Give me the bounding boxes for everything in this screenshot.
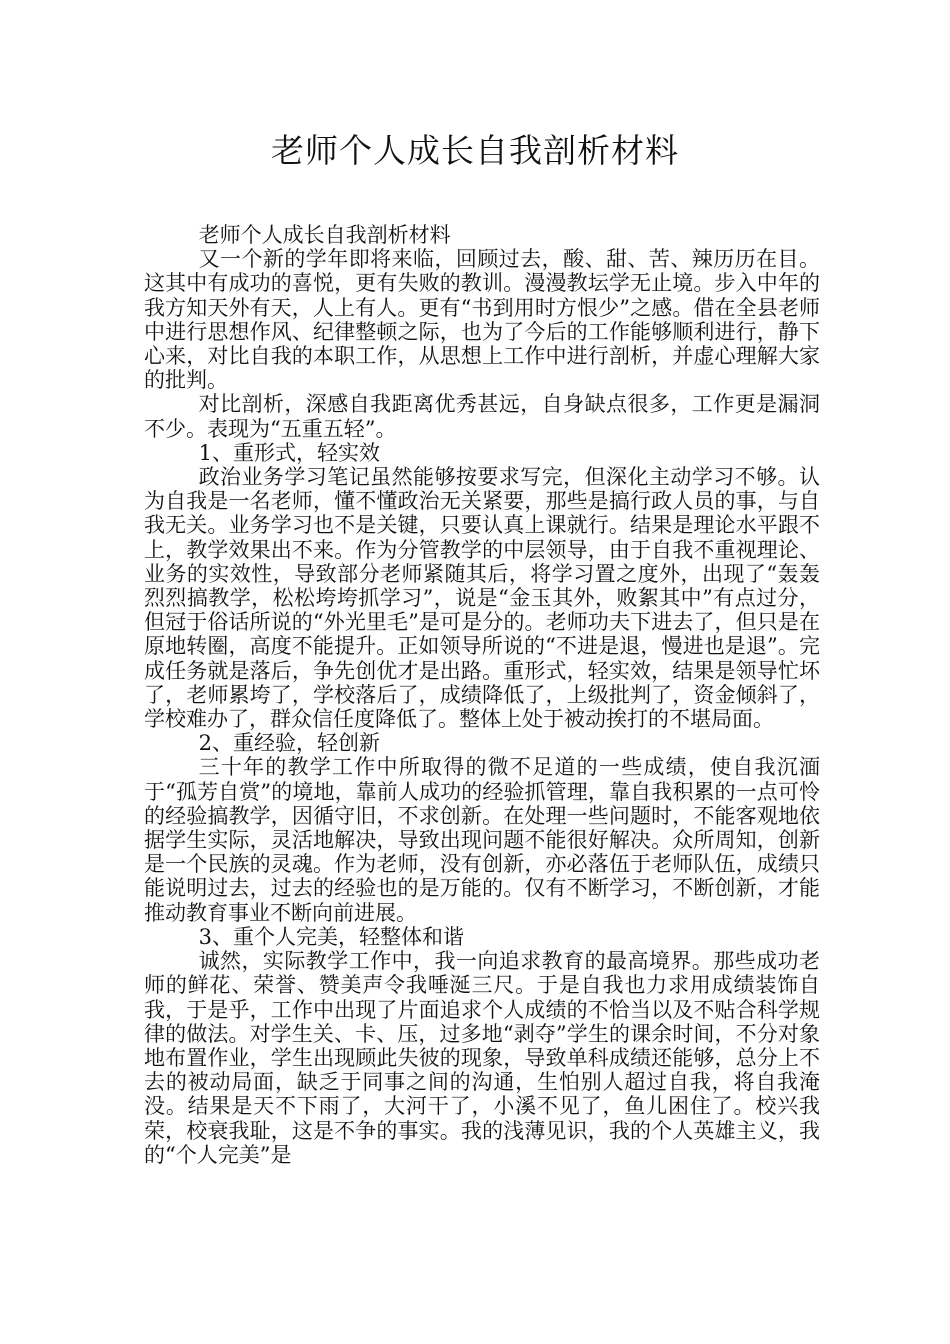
section-body-1: 政治业务学习笔记虽然能够按要求写完，但深化主动学习不够。认为自我是一名老师，懂不懂政治无关紧要，那些是搞行政人员的事，与自我无关。业务学习也不是关键，只要认真上课就行。结果是理论水平跟不上，教学效果出不来。作为分管教学的中层领导，由于自我不重视理论、业务的实效性，导致部分老师紧随其后，将学习置之度外，出现了“轰轰烈烈搞教学，松松垮垮抓学习”，说是“金玉其外，败絮其中”有点过分，但冠于俗话所说的“外光里毛”是可是分的。老师功夫下进去了，但只是在原地转圈，高度不能提升。正如领导所说的“不进是退，慢进也是退”。完成任务就是落后，争先创优才是出路。重形式，轻实效，结果是领导忙坏了，老师累垮了，学校落后了，成绩降低了，上级批判了，资金倾斜了，学校难办了，群众信任度降低了。整体上处于被动挨打的不堪局面。 — [144, 465, 820, 732]
section-heading-1: 1、重形式，轻实效 — [198, 440, 380, 465]
section-body-3: 诚然，实际教学工作中，我一向追求教育的最高境界。那些成功老师的鲜花、荣誉、赞美声令我唾涎三尺。于是自我也力求用成绩装饰自我，于是乎，工作中出现了片面追求个人成绩的不恰当以及不贴合科学规律的做法。对学生关、卡、压，过多地“剥夺”学生的课余时间，不分对象地布置作业，学生出现顾此失彼的现象，导致单科成绩还能够，总分上不去的被动局面，缺乏于同事之间的沟通，生怕别人超过自我，将自我淹没。结果是天不下雨了，大河干了，小溪不见了，鱼儿困住了。校兴我荣，校衰我耻，这是不争的事实。我的浅薄见识，我的个人英雄主义，我的“个人完美”是 — [144, 949, 820, 1167]
summary-paragraph: 对比剖析，深感自我距离优秀甚远，自身缺点很多，工作更是漏洞不少。表现为“五重五轻”。 — [144, 392, 820, 441]
subtitle-paragraph: 老师个人成长自我剖析材料 — [198, 223, 451, 247]
document-body — [144, 223, 820, 1167]
document-title: 老师个人成长自我剖析材料 — [271, 131, 679, 170]
intro-paragraph: 又一个新的学年即将来临，回顾过去，酸、甜、苦、辣历历在目。这其中有成功的喜悦，更有失败的教训。漫漫教坛学无止境。步入中年的我方知天外有天，人上有人。更有“书到用时方恨少”之感。借在全县老师中进行思想作风、纪律整顿之际，也为了今后的工作能够顺利进行，静下心来，对比自我的本职工作，从思想上工作中进行剖析，并虚心理解大家的批判。 — [144, 247, 820, 393]
section-heading-3: 3、重个人完美，轻整体和谐 — [198, 924, 464, 949]
section-heading-2: 2、重经验，轻创新 — [198, 731, 380, 756]
section-body-2: 三十年的教学工作中所取得的微不足道的一些成绩，使自我沉湎于“孤芳自赏”的境地，靠前人成功的经验抓管理，靠自我积累的一点可怜的经验搞教学，因循守旧，不求创新。在处理一些问题时，不能客观地依据学生实际，灵活地解决，导致出现问题不能很好解决。众所周知，创新是一个民族的灵魂。作为老师，没有创新，亦必落伍于老师队伍，成绩只能说明过去，过去的经验也的是万能的。仅有不断学习，不断创新，才能推动教育事业不断向前进展。 — [144, 755, 820, 925]
